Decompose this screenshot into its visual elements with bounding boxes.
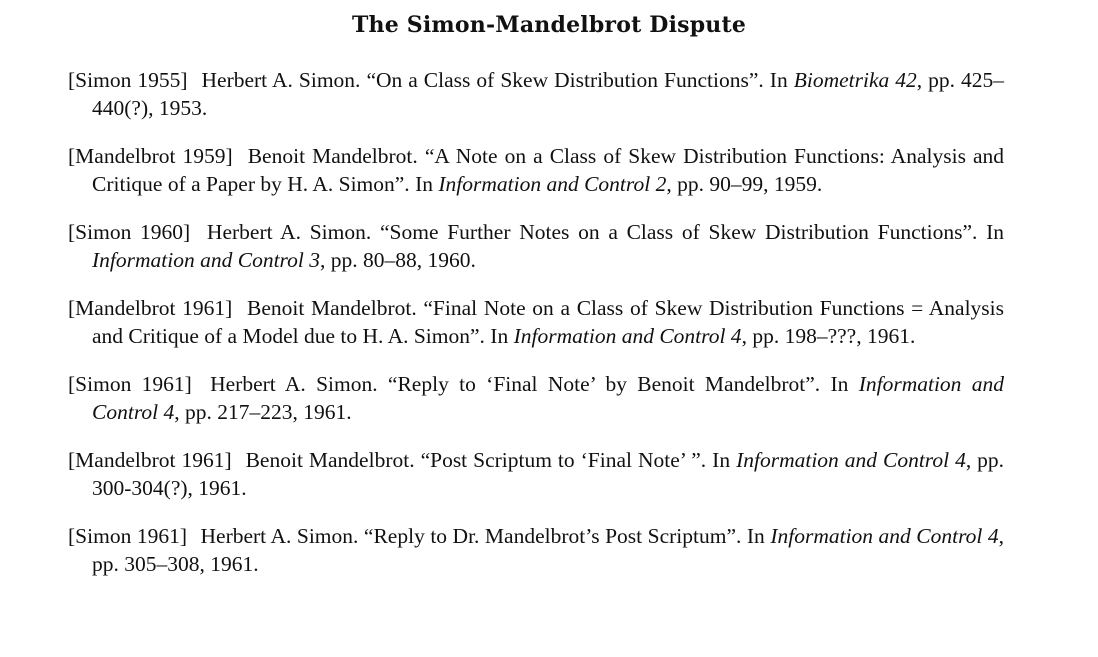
reference-author: Herbert A. Simon. [200,524,359,548]
reference-title: “Reply to ‘Final Note’ by Benoit Mandelbrot”. [387,372,821,396]
reference-item [68,370,1004,426]
reference-journal: Information and Control 2 [438,172,667,196]
reference-author: Benoit Mandelbrot. [245,448,415,472]
reference-item [68,446,1004,502]
reference-in: In [746,524,765,548]
reference-journal: Information and Control 4 [92,372,1004,424]
reference-in: In [490,324,509,348]
reference-pages: , pp. 80–88, 1960. [319,248,476,272]
reference-author: Herbert A. Simon. [206,220,372,244]
reference-key: [Simon 1955] [68,68,188,92]
reference-author: Benoit Mandelbrot. [247,296,417,320]
reference-in: In [830,372,849,396]
reference-key: [Mandelbrot 1959] [68,144,233,168]
reference-key: [Simon 1960] [68,220,191,244]
reference-key: [Simon 1961] [68,372,192,396]
reference-item [68,66,1004,122]
reference-pages: , pp. 198–???, 1961. [741,324,916,348]
reference-in: In [769,68,788,92]
page-title: The Simon-Mandelbrot Dispute [351,12,747,38]
reference-title: “A Note on a Class of Skew Distribution Functions: Analysis and Critique of a Paper by H. A. Simon”. [92,144,1005,196]
reference-item [68,142,1004,198]
reference-pages: , pp. 425–440(?), 1953. [92,68,1005,120]
reference-author: Herbert A. Simon. [210,372,378,396]
reference-journal: Information and Control 4 [736,448,966,472]
reference-author: Herbert A. Simon. [201,68,361,92]
reference-title: “Some Further Notes on a Class of Skew Distribution Functions”. [379,220,978,244]
reference-title: “Post Scriptum to ‘Final Note’ ”. [420,448,707,472]
reference-pages: , pp. 90–99, 1959. [666,172,823,196]
reference-item [68,294,1004,350]
reference-title: “Reply to Dr. Mandelbrot’s Post Scriptum”. [363,524,742,548]
reference-journal: Information and Control 4 [513,324,742,348]
reference-item [68,522,1004,578]
reference-pages: , pp. 300-304(?), 1961. [92,448,1005,500]
reference-in: In [712,448,731,472]
reference-in: In [415,172,433,196]
reference-key: [Simon 1961] [68,524,187,548]
reference-title: “On a Class of Skew Distribution Functions”. [366,68,764,92]
reference-journal: Information and Control 3 [92,248,320,272]
reference-key: [Mandelbrot 1961] [68,296,233,320]
reference-pages: , pp. 217–223, 1961. [174,400,352,424]
reference-key: [Mandelbrot 1961] [68,448,232,472]
reference-author: Benoit Mandelbrot. [247,144,418,168]
reference-in: In [986,220,1005,244]
reference-journal: Information and Control 4 [770,524,999,548]
reference-pages: , pp. 305–308, 1961. [92,524,1005,576]
reference-journal: Biometrika 42 [793,68,917,92]
reference-title: “Final Note on a Class of Skew Distribution Functions = Analysis and Critique of a Model due to H. A. Simon”. [92,296,1004,348]
reference-item [68,218,1004,274]
reference-list [68,66,1004,598]
